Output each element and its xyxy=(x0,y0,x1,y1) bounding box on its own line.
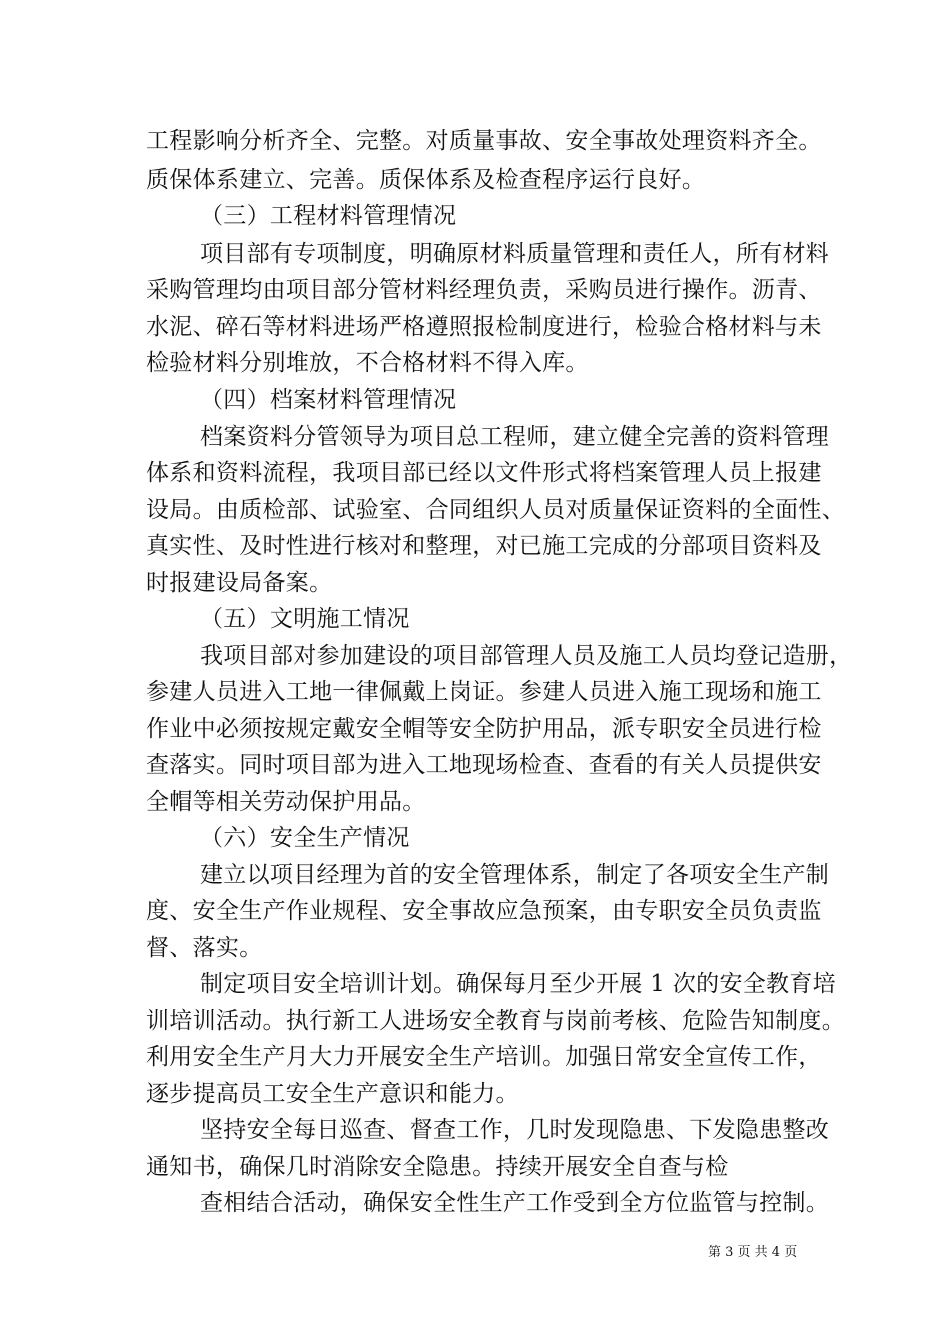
body-text-line: 设局。由质检部、试验室、合同组织人员对质量保证资料的全面性、 xyxy=(146,497,845,523)
body-text-line: 制定项目安全培训计划。确保每月至少开展 1 次的安全教育培 xyxy=(200,971,836,997)
body-text-line: 逐步提高员工安全生产意识和能力。 xyxy=(146,1081,519,1107)
body-text-line: 时报建设局备案。 xyxy=(146,570,333,596)
body-text-line: 利用安全生产月大力开展安全生产培训。加强日常安全宣传工作， xyxy=(146,1044,822,1070)
section-heading: （四）档案材料管理情况 xyxy=(200,387,457,413)
body-text-line: 督、落实。 xyxy=(146,935,263,961)
body-text-line: 我项目部对参加建设的项目部管理人员及施工人员均登记造册， xyxy=(200,643,853,669)
section-heading: （五）文明施工情况 xyxy=(200,606,410,632)
body-text-line: 采购管理均由项目部分管材料经理负责，采购员进行操作。沥青、 xyxy=(146,277,822,303)
body-text-line: 检验材料分别堆放，不合格材料不得入库。 xyxy=(146,350,589,376)
body-text-line: 建立以项目经理为首的安全管理体系，制定了各项安全生产制 xyxy=(200,862,830,888)
body-text-line: 参建人员进入工地一律佩戴上岗证。参建人员进入施工现场和施工 xyxy=(146,679,822,705)
body-text-line: 作业中必须按规定戴安全帽等安全防护用品，派专职安全员进行检 xyxy=(146,716,822,742)
section-heading: （六）安全生产情况 xyxy=(200,825,410,851)
body-text-line: 全帽等相关劳动保护用品。 xyxy=(146,789,426,815)
body-text-line: 质保体系建立、完善。质保体系及检查程序运行良好。 xyxy=(146,167,706,193)
body-text-line: 查落实。同时项目部为进入工地现场检查、查看的有关人员提供安 xyxy=(146,752,822,778)
body-text-line: 坚持安全每日巡查、督查工作，几时发现隐患、下发隐患整改 xyxy=(200,1117,830,1143)
page-number-footer: 第 3 页 共 4 页 xyxy=(708,1245,798,1260)
body-text-line: 训培训活动。执行新工人进场安全教育与岗前考核、危险告知制度。 xyxy=(146,1008,845,1034)
body-text-line: 真实性、及时性进行核对和整理，对已施工完成的分部项目资料及 xyxy=(146,533,822,559)
body-text-line: 体系和资料流程，我项目部已经以文件形式将档案管理人员上报建 xyxy=(146,460,822,486)
body-text-line: 水泥、碎石等材料进场严格遵照报检制度进行，检验合格材料与未 xyxy=(146,314,822,340)
body-text-line: 度、安全生产作业规程、安全事故应急预案，由专职安全员负责监 xyxy=(146,898,822,924)
section-heading: （三）工程材料管理情况 xyxy=(200,203,457,229)
body-text-line: 查相结合活动，确保安全性生产工作受到全方位监管与控制。 xyxy=(200,1190,830,1216)
body-text-line: 工程影响分析齐全、完整。对质量事故、安全事故处理资料齐全。 xyxy=(146,128,822,154)
body-text-line: 通知书，确保几时消除安全隐患。持续开展安全自查与检 xyxy=(146,1154,729,1180)
body-text-line: 项目部有专项制度，明确原材料质量管理和责任人，所有材料 xyxy=(200,241,830,267)
body-text-line: 档案资料分管领导为项目总工程师，建立健全完善的资料管理 xyxy=(200,424,830,450)
